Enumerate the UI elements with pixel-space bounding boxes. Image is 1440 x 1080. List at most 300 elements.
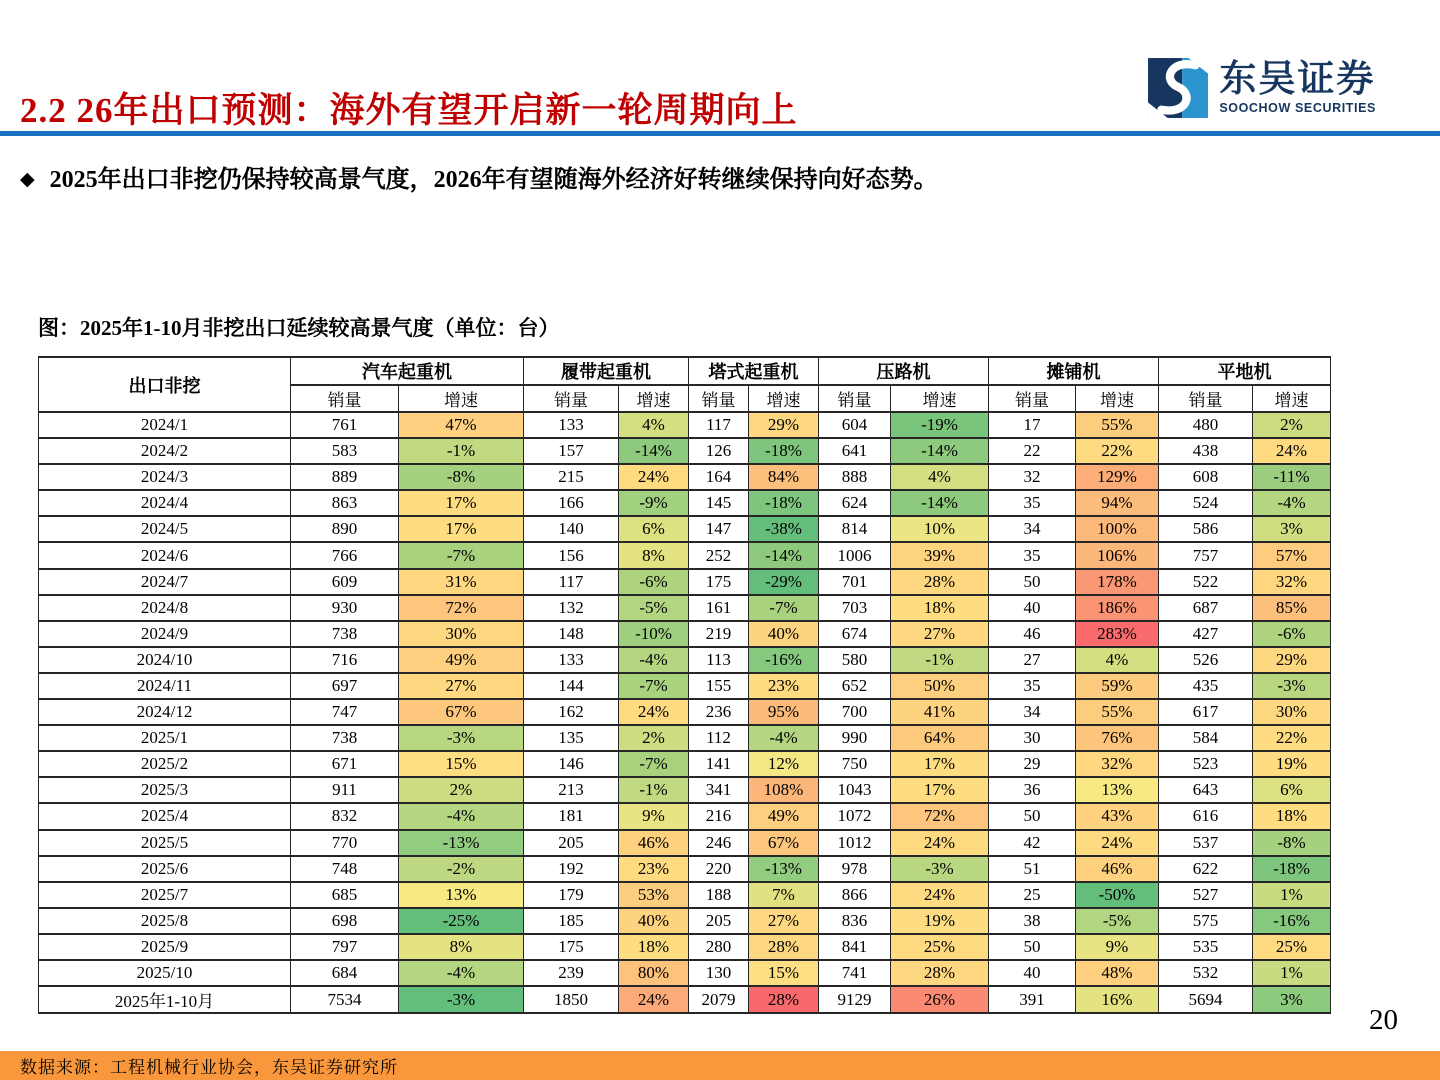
row-label: 2025/9 — [39, 934, 291, 960]
growth-cell: 28% — [891, 569, 989, 595]
export-data-table — [38, 356, 1331, 1014]
row-label: 2025/1 — [39, 725, 291, 751]
row-label: 2025/4 — [39, 803, 291, 829]
growth-cell: 24% — [619, 986, 689, 1013]
sales-cell: 584 — [1159, 725, 1253, 751]
growth-cell: -7% — [749, 595, 819, 621]
sales-cell: 133 — [524, 647, 619, 673]
column-group-header: 汽车起重机 — [291, 357, 524, 385]
growth-cell: 2% — [619, 725, 689, 751]
table-row — [39, 569, 1331, 595]
sales-cell: 524 — [1159, 490, 1253, 516]
sales-cell: 978 — [819, 856, 891, 882]
table-row — [39, 699, 1331, 725]
growth-cell: 15% — [749, 960, 819, 986]
growth-cell: -50% — [1076, 882, 1159, 908]
footer-source-text: 数据来源：工程机械行业协会，东吴证券研究所 — [20, 1058, 398, 1077]
sales-cell: 205 — [689, 908, 749, 934]
sales-cell: 890 — [291, 516, 399, 542]
growth-cell: 283% — [1076, 621, 1159, 647]
sales-cell: 188 — [689, 882, 749, 908]
sales-cell: 575 — [1159, 908, 1253, 934]
sales-cell: 797 — [291, 934, 399, 960]
growth-cell: 17% — [399, 490, 524, 516]
growth-cell: -4% — [399, 803, 524, 829]
sales-cell: 144 — [524, 673, 619, 699]
column-group-header: 塔式起重机 — [689, 357, 819, 385]
row-label: 2024/11 — [39, 673, 291, 699]
sales-cell: 604 — [819, 412, 891, 438]
sales-cell: 40 — [989, 960, 1076, 986]
growth-cell: 85% — [1253, 595, 1331, 621]
row-label: 2024/9 — [39, 621, 291, 647]
sales-cell: 622 — [1159, 856, 1253, 882]
growth-cell: 4% — [1076, 647, 1159, 673]
growth-cell: -7% — [619, 673, 689, 699]
bullet-text: 2025年出口非挖仍保持较高景气度，2026年有望随海外经济好转继续保持向好态势。 — [49, 167, 938, 193]
growth-cell: 49% — [399, 647, 524, 673]
sales-cell: 50 — [989, 934, 1076, 960]
growth-cell: 24% — [891, 830, 989, 856]
growth-cell: 24% — [619, 464, 689, 490]
sales-cell: 50 — [989, 803, 1076, 829]
sales-cell: 770 — [291, 830, 399, 856]
column-group-header: 履带起重机 — [524, 357, 689, 385]
row-label: 2024/5 — [39, 516, 291, 542]
sales-cell: 175 — [524, 934, 619, 960]
sales-cell: 641 — [819, 438, 891, 464]
sales-cell: 135 — [524, 725, 619, 751]
growth-subheader: 增速 — [399, 385, 524, 412]
growth-cell: 18% — [619, 934, 689, 960]
soochow-logo — [1147, 57, 1376, 119]
sales-cell: 164 — [689, 464, 749, 490]
sales-cell: 216 — [689, 803, 749, 829]
sales-cell: 219 — [689, 621, 749, 647]
table-row — [39, 595, 1331, 621]
growth-cell: -10% — [619, 621, 689, 647]
growth-cell: -13% — [749, 856, 819, 882]
growth-cell: 3% — [1253, 986, 1331, 1013]
sales-cell: 146 — [524, 751, 619, 777]
bullet-line — [20, 159, 1420, 194]
growth-cell: 178% — [1076, 569, 1159, 595]
growth-cell: 55% — [1076, 412, 1159, 438]
sales-cell: 27 — [989, 647, 1076, 673]
sales-cell: 147 — [689, 516, 749, 542]
growth-cell: -8% — [399, 464, 524, 490]
sales-cell: 46 — [989, 621, 1076, 647]
growth-cell: 22% — [1253, 725, 1331, 751]
growth-cell: 28% — [749, 934, 819, 960]
growth-cell: 100% — [1076, 516, 1159, 542]
growth-cell: -2% — [399, 856, 524, 882]
growth-cell: 29% — [1253, 647, 1331, 673]
sales-cell: 480 — [1159, 412, 1253, 438]
growth-cell: -8% — [1253, 830, 1331, 856]
sales-cell: 29 — [989, 751, 1076, 777]
growth-cell: 25% — [891, 934, 989, 960]
growth-cell: 80% — [619, 960, 689, 986]
sales-cell: 17 — [989, 412, 1076, 438]
sales-cell: 624 — [819, 490, 891, 516]
sales-subheader: 销量 — [819, 385, 891, 412]
sales-cell: 608 — [1159, 464, 1253, 490]
growth-cell: 72% — [399, 595, 524, 621]
sales-cell: 889 — [291, 464, 399, 490]
row-label: 2025/2 — [39, 751, 291, 777]
sales-cell: 863 — [291, 490, 399, 516]
sales-cell: 747 — [291, 699, 399, 725]
sales-cell: 35 — [989, 490, 1076, 516]
sales-cell: 766 — [291, 542, 399, 568]
sales-cell: 34 — [989, 516, 1076, 542]
growth-cell: 2% — [399, 777, 524, 803]
sales-cell: 34 — [989, 699, 1076, 725]
sales-subheader: 销量 — [524, 385, 619, 412]
growth-cell: -1% — [619, 777, 689, 803]
growth-cell: -6% — [619, 569, 689, 595]
sales-cell: 280 — [689, 934, 749, 960]
sales-cell: 738 — [291, 621, 399, 647]
sales-cell: 145 — [689, 490, 749, 516]
sales-cell: 161 — [689, 595, 749, 621]
growth-cell: -7% — [399, 542, 524, 568]
sales-cell: 215 — [524, 464, 619, 490]
table-row — [39, 803, 1331, 829]
growth-cell: 23% — [619, 856, 689, 882]
sales-cell: 175 — [689, 569, 749, 595]
soochow-logo-icon — [1147, 57, 1209, 119]
sales-cell: 213 — [524, 777, 619, 803]
growth-cell: 29% — [749, 412, 819, 438]
sales-cell: 526 — [1159, 647, 1253, 673]
sales-cell: 133 — [524, 412, 619, 438]
sales-cell: 616 — [1159, 803, 1253, 829]
growth-cell: 25% — [1253, 934, 1331, 960]
growth-cell: -5% — [619, 595, 689, 621]
sales-cell: 1072 — [819, 803, 891, 829]
growth-cell: 46% — [619, 830, 689, 856]
growth-cell: 13% — [1076, 777, 1159, 803]
sales-cell: 2079 — [689, 986, 749, 1013]
sales-cell: 51 — [989, 856, 1076, 882]
growth-cell: -4% — [399, 960, 524, 986]
sales-cell: 580 — [819, 647, 891, 673]
sales-cell: 866 — [819, 882, 891, 908]
growth-cell: 24% — [1076, 830, 1159, 856]
growth-cell: 40% — [619, 908, 689, 934]
sales-cell: 22 — [989, 438, 1076, 464]
logo-en-label: SOOCHOW SECURITIES — [1219, 101, 1376, 116]
sales-cell: 671 — [291, 751, 399, 777]
sales-cell: 25 — [989, 882, 1076, 908]
growth-cell: 17% — [399, 516, 524, 542]
growth-cell: 19% — [891, 908, 989, 934]
growth-cell: 55% — [1076, 699, 1159, 725]
sales-cell: 990 — [819, 725, 891, 751]
sales-cell: 748 — [291, 856, 399, 882]
sales-cell: 181 — [524, 803, 619, 829]
sales-cell: 205 — [524, 830, 619, 856]
table-row — [39, 725, 1331, 751]
sales-cell: 700 — [819, 699, 891, 725]
table-row — [39, 960, 1331, 986]
header-divider — [0, 131, 1440, 136]
growth-cell: 39% — [891, 542, 989, 568]
table-row — [39, 934, 1331, 960]
table-row — [39, 777, 1331, 803]
growth-cell: 13% — [399, 882, 524, 908]
soochow-logo-text — [1219, 61, 1376, 115]
bullet-diamond-icon: ◆ — [20, 169, 35, 190]
growth-cell: 67% — [399, 699, 524, 725]
sales-cell: 220 — [689, 856, 749, 882]
table-row — [39, 856, 1331, 882]
growth-cell: 84% — [749, 464, 819, 490]
growth-cell: 48% — [1076, 960, 1159, 986]
sales-cell: 9129 — [819, 986, 891, 1013]
growth-cell: 24% — [891, 882, 989, 908]
sales-cell: 888 — [819, 464, 891, 490]
sales-cell: 252 — [689, 542, 749, 568]
sales-cell: 684 — [291, 960, 399, 986]
row-label: 2024/2 — [39, 438, 291, 464]
row-label: 2024/10 — [39, 647, 291, 673]
sales-cell: 32 — [989, 464, 1076, 490]
footer-source-bar — [0, 1051, 1440, 1080]
growth-cell: -16% — [1253, 908, 1331, 934]
sales-cell: 523 — [1159, 751, 1253, 777]
growth-cell: 9% — [1076, 934, 1159, 960]
growth-cell: 17% — [891, 751, 989, 777]
growth-subheader: 增速 — [619, 385, 689, 412]
sales-cell: 42 — [989, 830, 1076, 856]
growth-cell: 23% — [749, 673, 819, 699]
sales-cell: 5694 — [1159, 986, 1253, 1013]
sales-cell: 157 — [524, 438, 619, 464]
sales-cell: 583 — [291, 438, 399, 464]
growth-cell: -4% — [749, 725, 819, 751]
growth-cell: -14% — [891, 438, 989, 464]
growth-cell: 40% — [749, 621, 819, 647]
table-row — [39, 673, 1331, 699]
sales-cell: 155 — [689, 673, 749, 699]
sales-cell: 113 — [689, 647, 749, 673]
sales-cell: 126 — [689, 438, 749, 464]
sales-cell: 112 — [689, 725, 749, 751]
growth-subheader: 增速 — [1253, 385, 1331, 412]
row-label: 2024/6 — [39, 542, 291, 568]
sales-cell: 750 — [819, 751, 891, 777]
page-title: 2.2 26年出口预测：海外有望开启新一轮周期向上 — [20, 91, 798, 131]
sales-cell: 738 — [291, 725, 399, 751]
growth-cell: 26% — [891, 986, 989, 1013]
sales-cell: 50 — [989, 569, 1076, 595]
sales-cell: 185 — [524, 908, 619, 934]
row-label: 2024/8 — [39, 595, 291, 621]
sales-cell: 140 — [524, 516, 619, 542]
growth-cell: 31% — [399, 569, 524, 595]
sales-cell: 761 — [291, 412, 399, 438]
growth-cell: 30% — [1253, 699, 1331, 725]
sales-cell: 117 — [524, 569, 619, 595]
table-row — [39, 882, 1331, 908]
table-row — [39, 621, 1331, 647]
growth-cell: 6% — [1253, 777, 1331, 803]
growth-cell: 15% — [399, 751, 524, 777]
sales-cell: 930 — [291, 595, 399, 621]
growth-cell: 7% — [749, 882, 819, 908]
row-label: 2024/3 — [39, 464, 291, 490]
growth-cell: 94% — [1076, 490, 1159, 516]
row-label: 2024/12 — [39, 699, 291, 725]
sales-cell: 741 — [819, 960, 891, 986]
growth-cell: 49% — [749, 803, 819, 829]
growth-cell: 32% — [1253, 569, 1331, 595]
growth-cell: 53% — [619, 882, 689, 908]
row-label: 2025/5 — [39, 830, 291, 856]
growth-cell: 50% — [891, 673, 989, 699]
sales-cell: 535 — [1159, 934, 1253, 960]
growth-cell: 24% — [1253, 438, 1331, 464]
growth-cell: -19% — [891, 412, 989, 438]
growth-cell: 95% — [749, 699, 819, 725]
growth-cell: 67% — [749, 830, 819, 856]
sales-cell: 832 — [291, 803, 399, 829]
growth-cell: -4% — [619, 647, 689, 673]
growth-cell: 4% — [619, 412, 689, 438]
sales-cell: 698 — [291, 908, 399, 934]
growth-cell: 1% — [1253, 882, 1331, 908]
sales-cell: 132 — [524, 595, 619, 621]
growth-cell: -3% — [1253, 673, 1331, 699]
growth-cell: -3% — [399, 725, 524, 751]
growth-cell: 12% — [749, 751, 819, 777]
growth-cell: 27% — [399, 673, 524, 699]
growth-cell: -9% — [619, 490, 689, 516]
sales-cell: 179 — [524, 882, 619, 908]
corner-header: 出口非挖 — [39, 357, 291, 412]
growth-cell: -18% — [749, 490, 819, 516]
row-label: 2024/4 — [39, 490, 291, 516]
growth-cell: -14% — [619, 438, 689, 464]
growth-cell: 57% — [1253, 542, 1331, 568]
growth-cell: 17% — [891, 777, 989, 803]
growth-cell: 106% — [1076, 542, 1159, 568]
sales-cell: 40 — [989, 595, 1076, 621]
table-row — [39, 751, 1331, 777]
growth-cell: -18% — [1253, 856, 1331, 882]
growth-cell: 8% — [399, 934, 524, 960]
growth-cell: -5% — [1076, 908, 1159, 934]
growth-cell: 2% — [1253, 412, 1331, 438]
sales-cell: 609 — [291, 569, 399, 595]
sales-cell: 36 — [989, 777, 1076, 803]
table-row — [39, 908, 1331, 934]
sales-cell: 532 — [1159, 960, 1253, 986]
growth-cell: 59% — [1076, 673, 1159, 699]
sales-cell: 617 — [1159, 699, 1253, 725]
sales-cell: 435 — [1159, 673, 1253, 699]
growth-cell: 108% — [749, 777, 819, 803]
growth-cell: -3% — [399, 986, 524, 1013]
sales-cell: 236 — [689, 699, 749, 725]
sales-cell: 391 — [989, 986, 1076, 1013]
table-row — [39, 412, 1331, 438]
row-label: 2025/7 — [39, 882, 291, 908]
growth-cell: 28% — [891, 960, 989, 986]
page-number: 20 — [1369, 1004, 1398, 1036]
growth-cell: -1% — [891, 647, 989, 673]
sales-cell: 38 — [989, 908, 1076, 934]
table-row — [39, 516, 1331, 542]
column-group-header: 压路机 — [819, 357, 989, 385]
sales-subheader: 销量 — [1159, 385, 1253, 412]
sales-cell: 757 — [1159, 542, 1253, 568]
growth-cell: -38% — [749, 516, 819, 542]
growth-cell: 18% — [891, 595, 989, 621]
table-row — [39, 464, 1331, 490]
sales-cell: 527 — [1159, 882, 1253, 908]
row-label: 2025/6 — [39, 856, 291, 882]
sales-cell: 30 — [989, 725, 1076, 751]
sales-cell: 35 — [989, 673, 1076, 699]
sales-subheader: 销量 — [989, 385, 1076, 412]
table-total-row — [39, 986, 1331, 1013]
growth-cell: -29% — [749, 569, 819, 595]
sales-cell: 117 — [689, 412, 749, 438]
growth-cell: 24% — [619, 699, 689, 725]
growth-cell: 19% — [1253, 751, 1331, 777]
row-label: 2024/7 — [39, 569, 291, 595]
table-row — [39, 542, 1331, 568]
growth-subheader: 增速 — [1076, 385, 1159, 412]
growth-cell: 3% — [1253, 516, 1331, 542]
logo-cn-label: 东吴证券 — [1219, 59, 1376, 101]
sales-cell: 341 — [689, 777, 749, 803]
sales-subheader: 销量 — [689, 385, 749, 412]
growth-cell: -14% — [891, 490, 989, 516]
growth-cell: 8% — [619, 542, 689, 568]
sales-subheader: 销量 — [291, 385, 399, 412]
growth-subheader: 增速 — [749, 385, 819, 412]
sales-cell: 192 — [524, 856, 619, 882]
growth-cell: 6% — [619, 516, 689, 542]
sales-cell: 703 — [819, 595, 891, 621]
growth-cell: 46% — [1076, 856, 1159, 882]
column-group-header: 平地机 — [1159, 357, 1331, 385]
growth-cell: 76% — [1076, 725, 1159, 751]
sales-cell: 1012 — [819, 830, 891, 856]
sales-cell: 701 — [819, 569, 891, 595]
sales-cell: 1850 — [524, 986, 619, 1013]
sales-cell: 7534 — [291, 986, 399, 1013]
growth-cell: -14% — [749, 542, 819, 568]
growth-cell: 32% — [1076, 751, 1159, 777]
growth-cell: 72% — [891, 803, 989, 829]
sales-cell: 156 — [524, 542, 619, 568]
sales-cell: 148 — [524, 621, 619, 647]
growth-cell: 1% — [1253, 960, 1331, 986]
sales-cell: 643 — [1159, 777, 1253, 803]
growth-cell: 27% — [891, 621, 989, 647]
table-caption: 图：2025年1-10月非挖出口延续较高景气度（单位：台） — [38, 316, 560, 340]
growth-cell: -6% — [1253, 621, 1331, 647]
growth-subheader: 增速 — [891, 385, 989, 412]
growth-cell: 64% — [891, 725, 989, 751]
growth-cell: -1% — [399, 438, 524, 464]
